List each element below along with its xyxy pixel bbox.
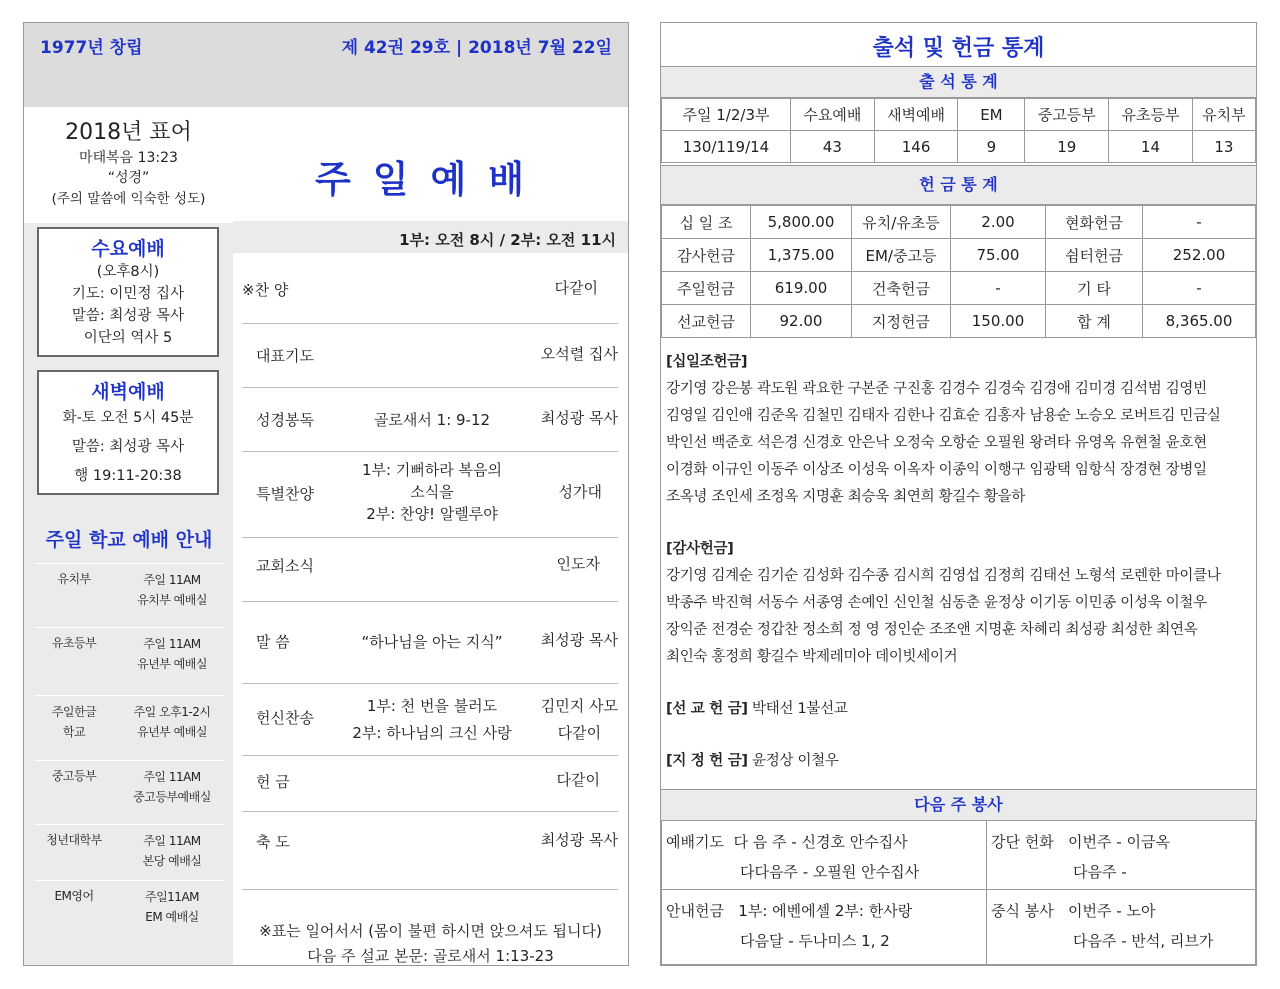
- order-detail-line: 소식을: [410, 483, 454, 501]
- order-row: [242, 255, 618, 324]
- order-leader: 인도자: [556, 555, 600, 573]
- dawn-service-box: [37, 370, 219, 495]
- offering-table: [661, 205, 1256, 338]
- order-row: [242, 323, 618, 388]
- next-week-service-table: [661, 820, 1256, 965]
- dawn-line: 화-토 오전 5시 45분: [62, 410, 194, 426]
- offering-cell: 5,800.00: [751, 206, 852, 239]
- designated-line: [666, 748, 1251, 775]
- offering-cell: 쉼터헌금: [1046, 239, 1143, 272]
- service-times: 1부: 오전 8시 / 2부: 오전 11시: [399, 231, 616, 249]
- sunday-school-title: 주일 학교 예배 안내: [45, 529, 213, 551]
- donor-line: 강기영 김계순 김기순 김성화 김수종 김시희 김영섭 김정희 김태선 노형석 로렌한 마이클나: [666, 568, 1221, 584]
- donor-line: 박종주 박진혁 서동수 서종영 손예인 신인철 심동춘 윤정상 이기동 이민종 이성욱 이철우: [666, 595, 1207, 611]
- school-time: [122, 887, 222, 927]
- offering-cell: 십 일 조: [662, 206, 751, 239]
- order-label: 대표기도: [256, 347, 314, 365]
- dawn-line: 행 19:11-20:38: [74, 468, 182, 484]
- wednesday-title: 수요예배: [91, 238, 165, 260]
- order-leader: 다같이: [556, 771, 600, 789]
- school-time: [122, 570, 222, 610]
- order-row: [242, 683, 618, 756]
- offering-row: [662, 206, 1256, 239]
- motto-word: “성경”: [107, 170, 150, 186]
- standing-note: ※표는 일어서서 (몸이 불편 하시면 앉으셔도 됩니다): [259, 922, 602, 940]
- offering-row: [662, 239, 1256, 272]
- school-dept: EM영어: [54, 889, 94, 903]
- school-place: 유년부 예배실: [137, 657, 207, 671]
- school-time-text: 주일 11AM: [143, 770, 201, 784]
- wednesday-line: 이단의 역사 5: [83, 330, 173, 346]
- attendance-header-cell: 중고등부: [1025, 99, 1109, 131]
- designated-donors: 윤정상 이철우: [752, 753, 839, 769]
- school-place: 유치부 예배실: [137, 593, 207, 607]
- motto-title: 2018년 표어: [65, 120, 192, 145]
- wednesday-line: 기도: 이민정 집사: [71, 286, 185, 302]
- attendance-value-row: [662, 131, 1256, 163]
- order-row: [242, 387, 618, 452]
- attendance-header-cell: 새벽예배: [874, 99, 958, 131]
- school-dept: [34, 702, 114, 742]
- attendance-header-cell: 유치부: [1192, 99, 1255, 131]
- altar-cell: [987, 821, 1256, 890]
- school-place: 본당 예배실: [142, 854, 202, 868]
- stats-title: 출석 및 헌금 통계: [872, 36, 1045, 61]
- school-time-text: 주일 11AM: [143, 573, 201, 587]
- offering-cell: 8,365.00: [1143, 305, 1256, 338]
- order-label: 특별찬양: [256, 485, 314, 503]
- attendance-header-cell: 유초등부: [1109, 99, 1193, 131]
- usher-line: 다음달 - 두나미스 1, 2: [740, 932, 890, 950]
- offering-cell: 1,375.00: [751, 239, 852, 272]
- school-time-text: 주일11AM: [144, 890, 200, 904]
- order-label: 헌 금: [256, 773, 290, 791]
- school-dept: 청년대학부: [46, 833, 102, 847]
- dawn-title: 새벽예배: [91, 381, 165, 403]
- usher-label: 안내헌금: [666, 902, 724, 920]
- order-row: [242, 601, 618, 684]
- school-place: 유년부 예배실: [137, 725, 207, 739]
- school-time: [122, 767, 222, 807]
- order-leader: 최성광 목사: [540, 631, 618, 649]
- next-week-heading: 다음 주 봉사: [661, 789, 1256, 821]
- donor-list: [666, 349, 1251, 775]
- next-sermon-text: 다음 주 설교 본문: 골로새서 1:13-23: [307, 947, 554, 965]
- order-leader: 오석렬 집사: [540, 345, 618, 363]
- order-row: [242, 755, 618, 812]
- order-label: ※찬 양: [242, 281, 289, 299]
- order-leader: [541, 693, 618, 747]
- offering-cell: 619.00: [751, 272, 852, 305]
- school-time-text: 주일 11AM: [143, 834, 201, 848]
- attendance-header-row: [662, 99, 1256, 131]
- prayer-next: 다 음 주 - 신경호 안수집사: [733, 833, 908, 851]
- order-detail: “하나님을 아는 지식”: [361, 633, 503, 651]
- offering-row: [662, 272, 1256, 305]
- bulletin-stats-page: [660, 22, 1257, 966]
- prayer-line: [666, 827, 982, 857]
- offering-cell: 선교헌금: [662, 305, 751, 338]
- attendance-value: 130/119/14: [662, 131, 791, 163]
- order-label: 헌신찬송: [256, 709, 314, 727]
- yearly-motto: [24, 107, 233, 223]
- attendance-header-cell: 주일 1/2/3부: [662, 99, 791, 131]
- school-row: [34, 695, 224, 758]
- order-leader: 다같이: [554, 279, 598, 297]
- thanks-heading: [감사헌금]: [666, 541, 734, 557]
- mission-heading: [선 교 헌 금]: [666, 701, 748, 717]
- designated-heading: [지 정 헌 금]: [666, 753, 748, 769]
- order-leader: 최성광 목사: [540, 409, 618, 427]
- offering-cell: 75.00: [951, 239, 1046, 272]
- meal-line: [991, 896, 1251, 926]
- meal-this-week: 이번주 - 노아: [1068, 902, 1156, 920]
- school-dept-line: 학교: [62, 725, 86, 739]
- order-row: [242, 811, 618, 887]
- order-row: [242, 451, 618, 538]
- attendance-table: [661, 98, 1256, 163]
- school-row: [34, 563, 224, 626]
- motto-subtitle: (주의 말씀에 익숙한 성도): [51, 191, 206, 207]
- donor-line: 강기영 강은봉 곽도원 곽요한 구본준 구진홍 김경수 김경숙 김경애 김미경 김석범 김영빈: [666, 381, 1207, 397]
- attendance-value: 9: [958, 131, 1025, 163]
- donor-line: 조옥녕 조인세 조정옥 지명훈 최승욱 최연희 황길수 황을하: [666, 489, 1026, 505]
- bulletin-front-page: [23, 22, 629, 966]
- donor-line: 김영일 김인애 김준옥 김철민 김태자 김한나 김효순 김홍자 남용순 노승오 로버트김 민금실: [666, 408, 1221, 424]
- offering-cell: EM/중고등: [852, 239, 951, 272]
- offering-cell: 건축헌금: [852, 272, 951, 305]
- order-detail-line: 2부: 찬양! 알렐루야: [366, 505, 498, 523]
- service-times-band: [233, 221, 628, 253]
- offering-cell: 92.00: [751, 305, 852, 338]
- school-time: [122, 831, 222, 871]
- school-row: [34, 627, 224, 690]
- donor-line: 최인숙 홍정희 황길수 박제레미아 데이빗세이거: [666, 649, 958, 665]
- usher-line: [666, 896, 982, 926]
- prayer-cell: [662, 821, 987, 890]
- attendance-value: 19: [1025, 131, 1109, 163]
- meal-label: 중식 봉사: [991, 902, 1054, 920]
- offering-cell: -: [1143, 272, 1256, 305]
- donor-line: 장익준 전경순 정갑찬 정소희 정 영 정인순 조조앤 지명훈 차혜리 최성광 최성한 최연옥: [666, 622, 1198, 638]
- founded-year: 1977년 창립: [40, 38, 143, 58]
- offering-cell: -: [951, 272, 1046, 305]
- offering-cell: 현화헌금: [1046, 206, 1143, 239]
- motto-reference: 마태복음 13:23: [79, 150, 178, 166]
- mission-line: [666, 696, 1251, 723]
- worship-title: 주일예배: [315, 158, 546, 201]
- usher-cell: [662, 890, 987, 965]
- order-label: 성경봉독: [256, 411, 314, 429]
- divider: [242, 889, 618, 890]
- school-dept: 중고등부: [51, 769, 97, 783]
- offering-cell: 유치/유초등: [852, 206, 951, 239]
- offering-cell: 주일헌금: [662, 272, 751, 305]
- attendance-value: 14: [1109, 131, 1193, 163]
- offering-cell: 기 타: [1046, 272, 1143, 305]
- school-time-text: 주일 오후1-2시: [133, 705, 211, 719]
- donor-line: 이경화 이규인 이동주 이상조 이성욱 이옥자 이종익 이행구 임광택 임항식 장경현 장병일: [666, 462, 1207, 478]
- altar-line: [991, 827, 1251, 857]
- school-row: [34, 760, 224, 823]
- attendance-value: 146: [874, 131, 958, 163]
- school-dept: 유치부: [57, 572, 91, 586]
- offering-cell: 감사헌금: [662, 239, 751, 272]
- service-row: [662, 821, 1256, 890]
- wednesday-line: (오후8시): [96, 264, 160, 280]
- order-detail-line: 1부: 천 번을 불러도: [366, 697, 498, 715]
- offering-row: [662, 305, 1256, 338]
- meal-line: 다음주 - 반석, 리브가: [1073, 932, 1214, 950]
- dawn-line: 말씀: 최성광 목사: [71, 439, 185, 455]
- attendance-value: 43: [791, 131, 875, 163]
- donor-line: 박인선 백준호 석은경 신경호 안은낙 오정숙 오항순 오필원 왕려타 유영옥 유현철 윤호현: [666, 435, 1207, 451]
- order-detail-line: 1부: 기뻐하라 복음의: [361, 461, 503, 479]
- attendance-value: 13: [1192, 131, 1255, 163]
- altar-line: 다음주 -: [1073, 863, 1127, 881]
- altar-this-week: 이번주 - 이금옥: [1068, 833, 1170, 851]
- order-label: 말 씀: [256, 633, 290, 651]
- offering-cell: 252.00: [1143, 239, 1256, 272]
- usher-this-week: 1부: 에벤에셀 2부: 한사랑: [738, 902, 913, 920]
- order-detail: [352, 459, 512, 525]
- worship-order-column: [233, 107, 628, 965]
- wednesday-line: 말씀: 최성광 목사: [71, 308, 185, 324]
- tithe-heading: [십일조헌금]: [666, 354, 748, 370]
- prayer-line: 다다음주 - 오필원 안수집사: [740, 863, 920, 881]
- school-row: [34, 824, 224, 887]
- offering-cell: 2.00: [951, 206, 1046, 239]
- offering-cell: -: [1143, 206, 1256, 239]
- school-time-text: 주일 11AM: [143, 637, 201, 651]
- school-dept-line: 주일한글: [51, 705, 97, 719]
- offering-heading: 헌 금 통 계: [661, 165, 1256, 205]
- order-leader-line: 김민지 사모: [540, 697, 618, 715]
- offering-cell: 150.00: [951, 305, 1046, 338]
- order-leader: 성가대: [558, 483, 602, 501]
- school-dept: 유초등부: [51, 636, 97, 650]
- order-leader: 최성광 목사: [540, 831, 618, 849]
- order-label: 축 도: [256, 833, 290, 851]
- mission-donors: 박태선 1불선교: [752, 701, 848, 717]
- meal-cell: [987, 890, 1256, 965]
- prayer-label: 예배기도: [666, 833, 724, 851]
- order-detail: 골로새서 1: 9-12: [373, 411, 491, 429]
- school-time: [122, 634, 222, 674]
- offering-cell: 합 계: [1046, 305, 1143, 338]
- service-row: [662, 890, 1256, 965]
- attendance-header-cell: EM: [958, 99, 1025, 131]
- school-place: EM 예배실: [145, 910, 199, 924]
- order-detail-line: 2부: 하나님의 크신 사랑: [352, 724, 512, 742]
- wednesday-service-box: [37, 227, 219, 357]
- order-detail: [352, 693, 512, 747]
- order-row: [242, 537, 618, 602]
- offering-cell: 지정헌금: [852, 305, 951, 338]
- attendance-header-cell: 수요예배: [791, 99, 875, 131]
- altar-label: 강단 헌화: [991, 833, 1054, 851]
- order-label: 교회소식: [256, 557, 314, 575]
- order-leader-line: 다같이: [557, 724, 602, 742]
- school-place: 중고등부예배실: [133, 790, 211, 804]
- attendance-heading: 출 석 통 계: [661, 66, 1256, 98]
- school-time: [122, 702, 222, 742]
- school-row: [34, 880, 224, 943]
- issue-date: 제 42권 29호 | 2018년 7월 22일: [341, 38, 612, 58]
